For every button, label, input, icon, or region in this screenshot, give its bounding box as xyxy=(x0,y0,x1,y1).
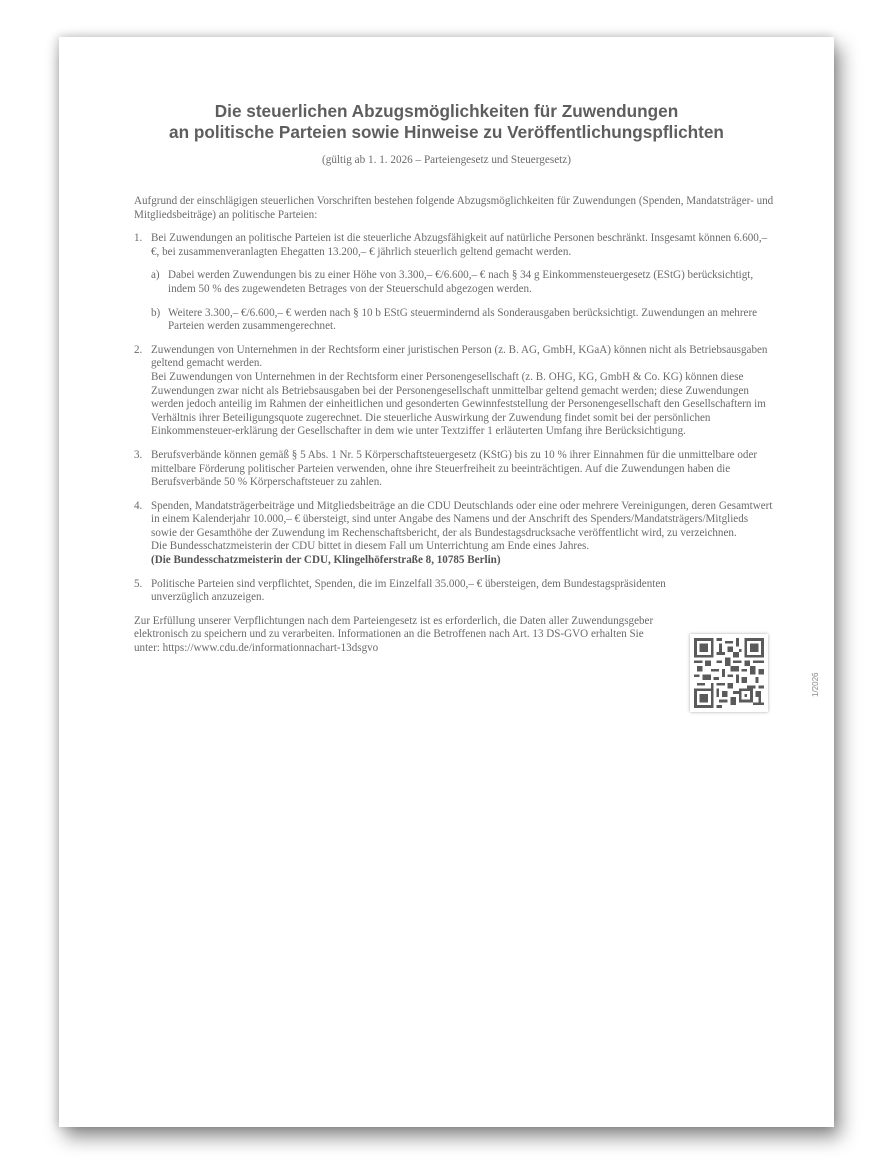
list-item-4 xyxy=(134,500,774,568)
item-text: Berufsverbände können gemäß § 5 Abs. 1 Nr. 5 Körperschaftsteuergesetz (KStG) bis zu 10 % ihrer Einnahmen für die unmittelbare oder mittelbare Förderung politischer Parteien verwenden, ohne ihre Steuerfreiheit zu beeinträchtigen. Auf die Zuwendungen haben die Berufsverbände 50 % Körperschaftsteuer zu zahlen. xyxy=(151,448,758,489)
item-text-continued: Bei Zuwendungen von Unternehmen in der Rechtsform einer Personengesellschaft (z. B. OHG, KG, GmbH & Co. KG) können diese Zuwendungen zwar nicht als Betriebsausgaben bei der Personengesellschaft unmittelbar geltend gemacht werden; diese Zuwendungen werden jedoch anteilig im Rahmen der einheitlichen und gesonderten Gewinnfeststellung der Personengesellschaft den Gesellschaftern im Verhältnis ihrer Beteiligungsquote zugerechnet. Die steuerliche Auswirkung der Zuwendung findet somit bei der persönlichen Einkommensteuer-erklärung der Gesellschafter in dem wie unter Textziffer 1 erläuterten Umfang ihre Berücksichtigung. xyxy=(151,370,766,438)
item-number: 4. xyxy=(134,499,143,512)
treasurer-address: (Die Bundesschatzmeisterin der CDU, Klingelhöferstraße 8, 10785 Berlin) xyxy=(151,554,501,567)
document-body xyxy=(134,195,774,666)
item-number: 3. xyxy=(134,448,143,461)
subtitle: (gültig ab 1. 1. 2026 – Parteiengesetz und Steuergesetz) xyxy=(322,154,571,166)
list-item-5 xyxy=(134,578,671,605)
intro-paragraph: Aufgrund der einschlägigen steuerlichen Vorschriften bestehen folgende Abzugsmöglichkeiten für Zuwendungen (Spenden, Mandatsträger- und Mitgliedsbeiträge) an politische Parteien: xyxy=(134,195,774,221)
item-text: Bei Zuwendungen an politische Parteien ist die steuerliche Abzugsfähigkeit auf natürliche Personen beschränkt. Insgesamt können 6.600,– €, bei zusammenveranlagten Ehegatten 13.200,– € jährlich steuerlich geltend gemacht werden. xyxy=(151,232,768,258)
item-number: 5. xyxy=(134,577,143,590)
sub-item-b xyxy=(151,307,774,334)
sub-item-a xyxy=(151,269,774,296)
title-line-2: an politische Parteien sowie Hinweise zu Veröffentlichungspflichten xyxy=(169,122,724,142)
item-text: Zuwendungen von Unternehmen in der Rechtsform einer juristischen Person (z. B. AG, GmbH, KGaA) können nicht als Betriebsausgaben geltend gemacht werden. xyxy=(151,343,768,370)
document-page xyxy=(59,37,834,1127)
sub-item-text: Weitere 3.300,– €/6.600,– € werden nach § 10 b EStG steuermindernd als Sonderausgaben berücksichtigt. Zuwendungen an mehrere Parteien werden zusammengerechnet. xyxy=(168,306,758,333)
qr-code-icon[interactable] xyxy=(690,634,768,712)
title-line-1: Die steuerlichen Abzugsmöglichkeiten für Zuwendungen xyxy=(214,101,679,121)
list-item-3 xyxy=(134,449,774,490)
sub-item-letter: b) xyxy=(151,306,161,319)
item-text: Spenden, Mandatsträgerbeiträge und Mitgliedsbeiträge an die CDU Deutschlands oder eine oder mehrere Vereinigungen, deren Gesamtwert in einem Kalenderjahr 10.000,– € übersteigt, sind unter Angabe des Namens und der Anschrift des Spenders/Mandatsträgers/Mitglieds sowie der Gesamthöhe der Zuwendung im Rechenschaftsbericht, der als Bundestagsdrucksache veröffentlicht wird, zu verzeichnen. xyxy=(151,499,773,539)
page-title xyxy=(59,101,834,143)
page-code: 1/2026 xyxy=(811,672,820,697)
item-number: 1. xyxy=(134,232,143,245)
sub-item-letter: a) xyxy=(151,269,160,282)
item-text-continued: Die Bundesschatzmeisterin der CDU bittet in diesem Fall um Unterrichtung am Ende eines Jahres. xyxy=(151,540,590,553)
item-text: Politische Parteien sind verpflichtet, Spenden, die im Einzelfall 35.000,– € übersteigen, dem Bundestagspräsidenten unverzüglich anzuzeigen. xyxy=(151,577,666,604)
list-item-2 xyxy=(134,344,774,439)
closing-paragraph: Zur Erfüllung unserer Verpflichtungen nach dem Parteiengesetz ist es erforderlich, die Daten aller Zuwendungsgeber elektronisch zu speichern und zu verarbeiten. Informationen an die Betroffenen nach Art. 13 DS-GVO erhalten Sie unter: https://www.cdu.de/informationnachart-13dsgvo xyxy=(134,614,654,655)
item-number: 2. xyxy=(134,343,143,356)
sub-item-text: Dabei werden Zuwendungen bis zu einer Höhe von 3.300,– €/6.600,– € nach § 34 g Einkommensteuergesetz (EStG) berücksichtigt, indem 50 % des zugewendeten Betrages von der Steuerschuld abgezogen werden. xyxy=(168,269,754,295)
list-item-1 xyxy=(134,232,774,334)
